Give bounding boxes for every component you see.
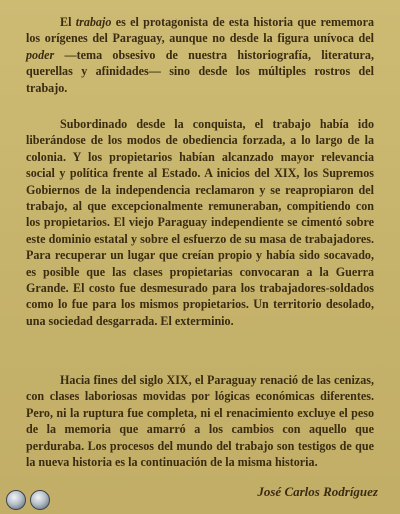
paragraph-intro-text (26, 14, 374, 96)
intro-middle: es el protagonista de esta historia que rememora los orígenes del Paraguay, aunque no desde la figura unívoca del (26, 15, 374, 46)
paragraph-intro (26, 14, 374, 96)
intro-rest: —tema obsesivo de nuestra historiografía, literatura, querellas y afinidades— sino desde los múltiples rostros del trabajo. (26, 47, 374, 95)
intro-lead: El (60, 15, 76, 29)
seal-icon (30, 490, 50, 510)
paragraph-history-text: Subordinado desde la conquista, el trabajo había ido liberándose de los modos de obediencia forzada, a lo largo de la colonia. Y los propietarios habían alcanzado mayor relevancia social y política frente al Estado. A inicios del XIX, los Supremos Gobiernos de la independencia reclamaron y se reapropiaron del trabajo, al que excepcionalmente remuneraban, compitiendo con los propietarios. El viejo Paraguay independiente se cimentó sobre este dominio estatal y sobre el esfuerzo de su masa de trabajadores. Para recuperar un lugar que creían propio y había sido socavado, es posible que las clases propietarias convocaran a la Guerra Grande. El costo fue desmesurado para los trabajadores-soldados como lo fue para los mismos propietarios. Un territorio desolado, una sociedad desgarrada. El exterminio. (26, 117, 374, 328)
emphasis-poder: poder (26, 47, 55, 62)
seal-icon (6, 490, 26, 510)
paragraph-conclusion (26, 372, 374, 470)
emphasis-trabajo: trabajo (75, 15, 112, 29)
seal-logos (6, 490, 50, 510)
author-signature: José Carlos Rodríguez (257, 484, 378, 499)
paragraph-history (26, 116, 374, 329)
paragraph-conclusion-text: Hacia fines del siglo XIX, el Paraguay renació de las cenizas, con clases laboriosas movidas por lógicas económicas diferentes. Pero, ni la ruptura fue completa, ni el renacimiento excluye el peso de la memoria que amarró a los cambios con aquello que perduraba. Los procesos del mundo del trabajo son testigos de que la nueva historia es la continuación de la misma historia. (26, 373, 374, 470)
